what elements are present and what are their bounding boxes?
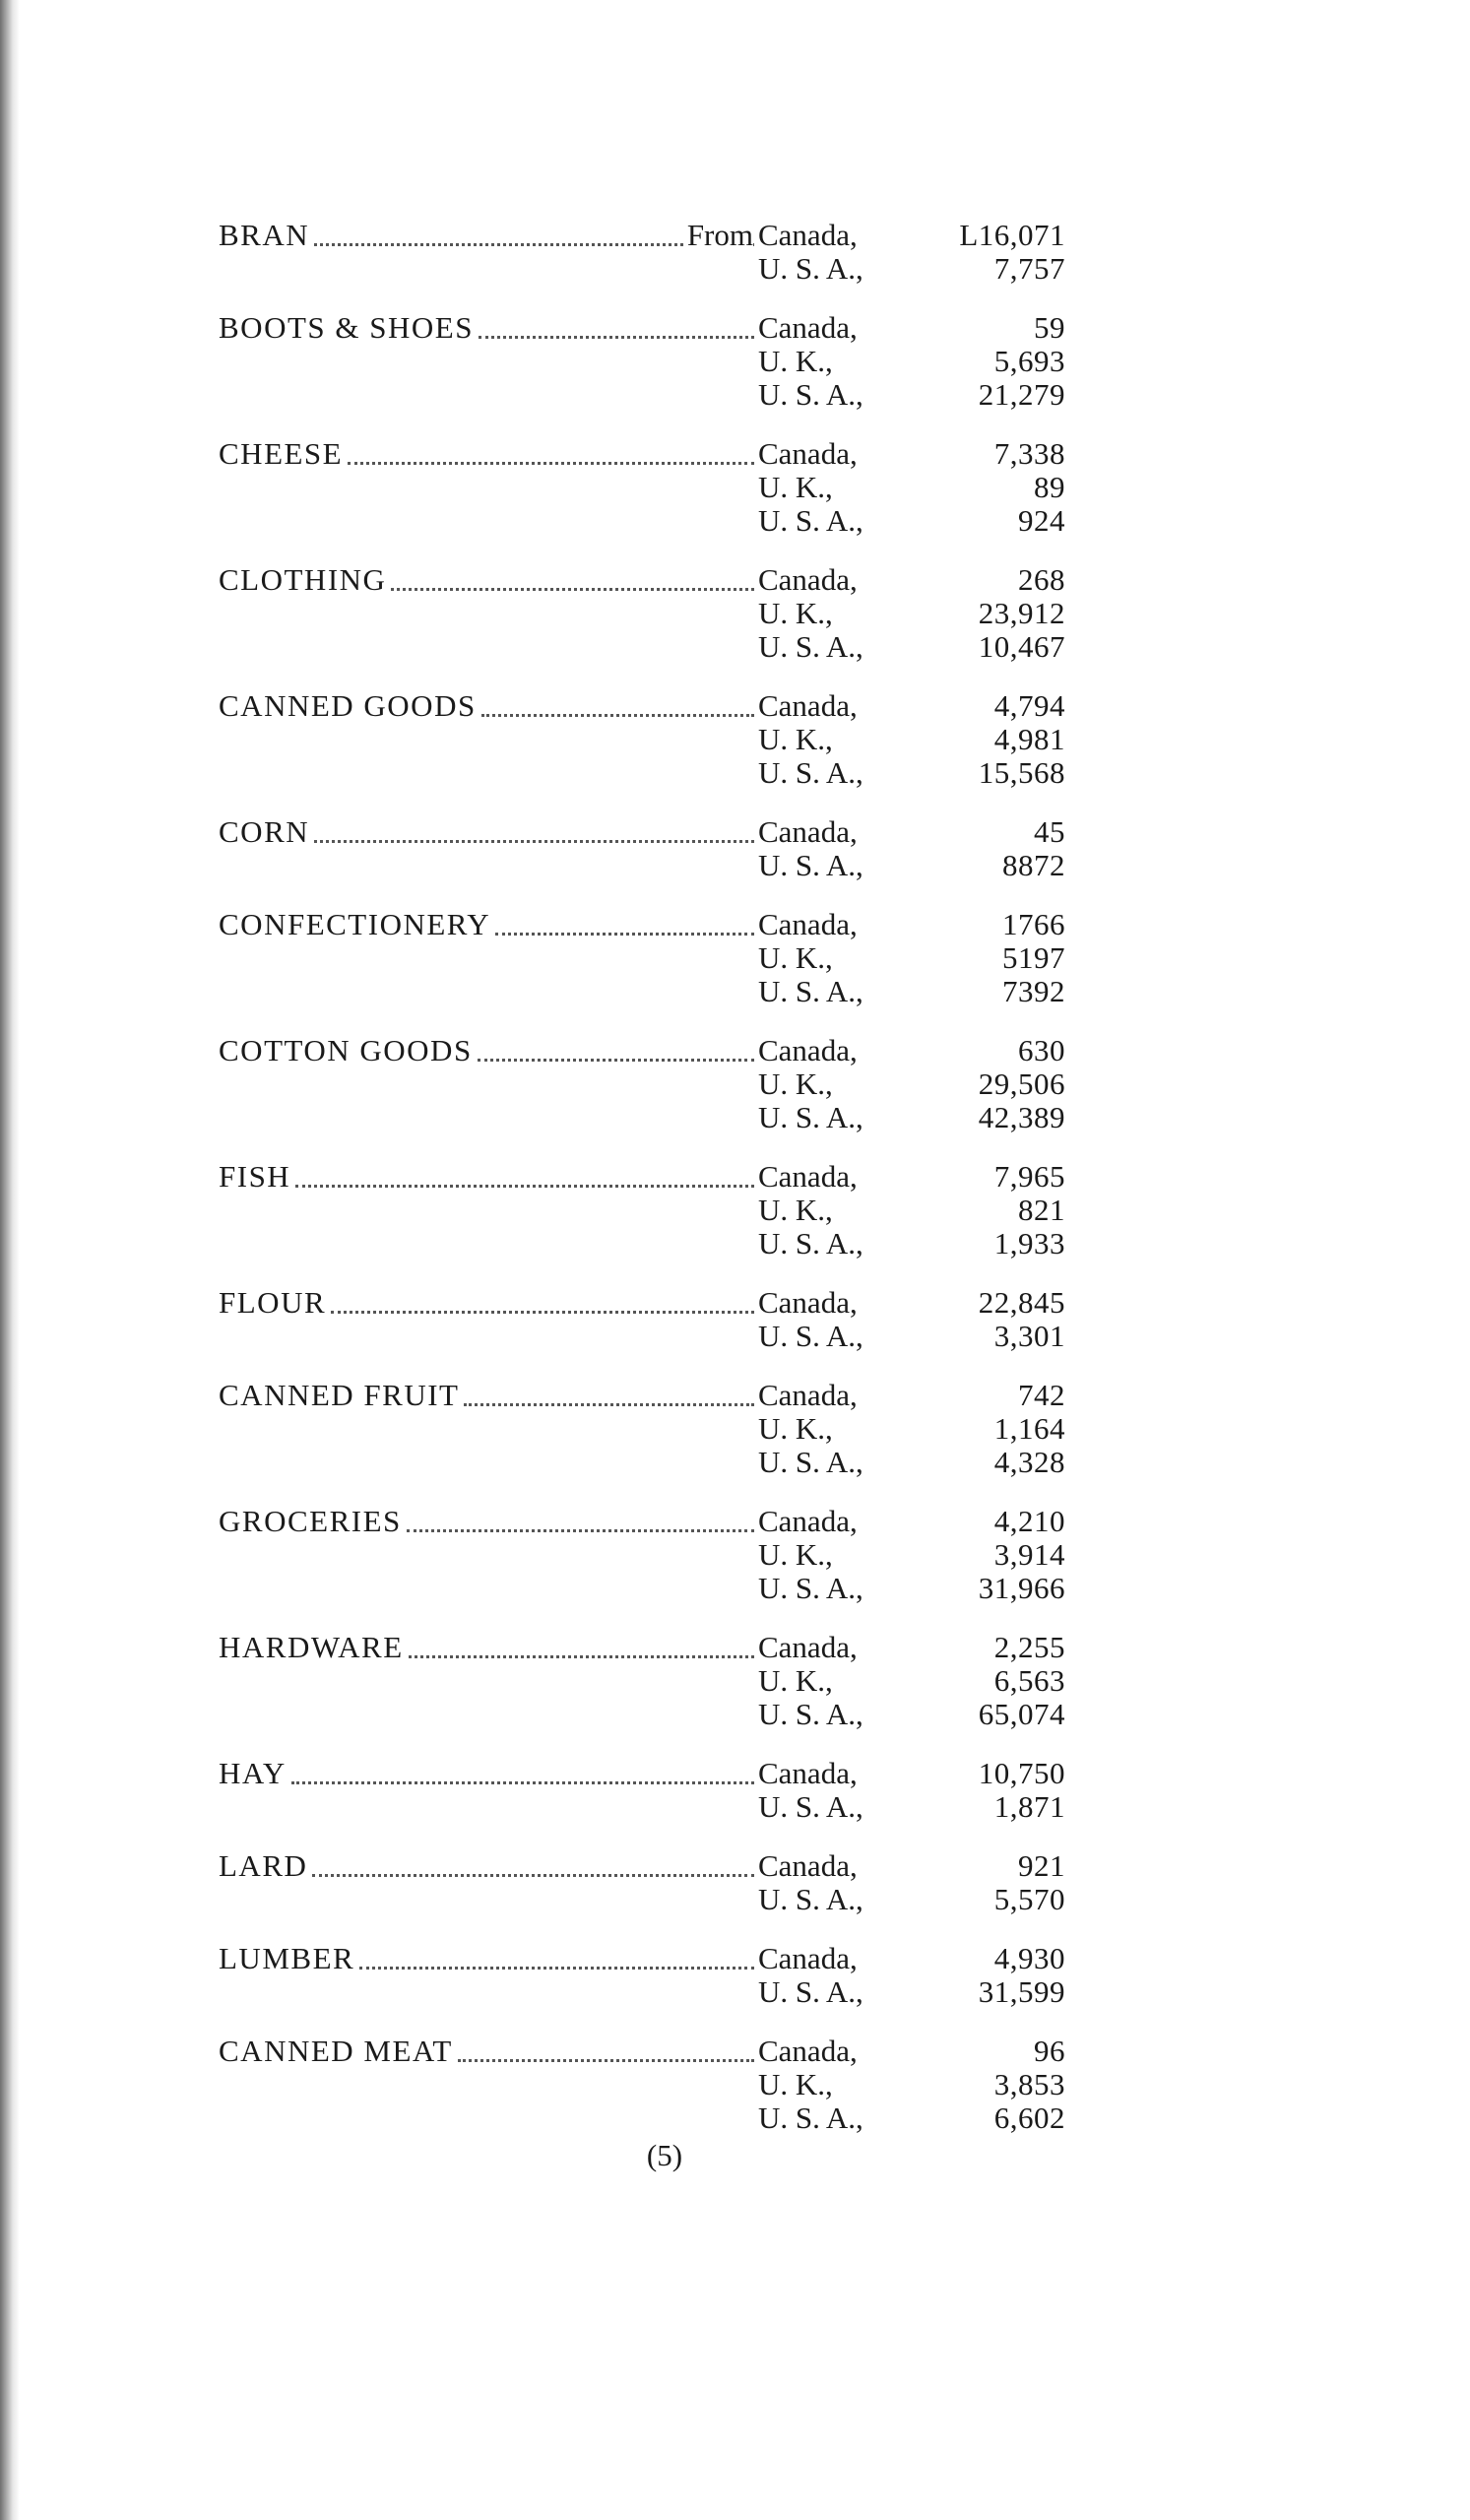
- dot-leader: [391, 557, 754, 591]
- table-row: [219, 1883, 1065, 1916]
- table-row: [219, 471, 1065, 504]
- dot-leader: [312, 1843, 754, 1877]
- table-row: [219, 437, 1065, 471]
- country-label: U. K.,: [758, 1193, 833, 1227]
- import-value: 5,570: [993, 1882, 1065, 1916]
- item-group: [219, 1505, 1065, 1605]
- table-row: [219, 219, 1065, 252]
- import-value: 7,965: [993, 1159, 1065, 1194]
- country-label: U. S. A.,: [758, 1789, 863, 1824]
- country-label: U. S. A.,: [758, 755, 863, 790]
- table-row: [219, 975, 1065, 1008]
- import-value: 7,757: [993, 251, 1065, 286]
- import-value: 821: [1018, 1193, 1065, 1227]
- table-row: [219, 2068, 1065, 2101]
- table-row: [219, 1286, 1065, 1320]
- import-value: 45: [1034, 814, 1065, 849]
- import-value: 4,794: [993, 688, 1065, 723]
- from-label: From: [684, 219, 753, 252]
- country-label: Canada,: [758, 310, 858, 345]
- import-value: 3,914: [993, 1537, 1065, 1572]
- table-row: [219, 941, 1065, 975]
- item-name: CANNED MEAT: [219, 2035, 456, 2068]
- item-name: GROCERIES: [219, 1505, 405, 1538]
- import-value: 921: [1018, 1848, 1065, 1883]
- country-label: U. K.,: [758, 470, 833, 504]
- item-name: HAY: [219, 1757, 289, 1790]
- table-row: [219, 1412, 1065, 1446]
- table-row: [219, 815, 1065, 849]
- table-row: [219, 1942, 1065, 1975]
- import-value: 268: [1018, 562, 1065, 597]
- country-label: U. S. A.,: [758, 1445, 863, 1479]
- country-label: Canada,: [758, 1285, 858, 1320]
- import-value: 7392: [1002, 974, 1065, 1008]
- country-label: U. S. A.,: [758, 1571, 863, 1605]
- country-label: U. S. A.,: [758, 503, 863, 538]
- country-label: Canada,: [758, 1756, 858, 1790]
- import-value: 22,845: [978, 1285, 1065, 1320]
- table-row: [219, 378, 1065, 412]
- country-label: Canada,: [758, 1378, 858, 1412]
- item-group: [219, 437, 1065, 538]
- dot-leader: [314, 809, 754, 843]
- import-value: 42,389: [978, 1100, 1065, 1134]
- item-name: CONFECTIONERY: [219, 908, 493, 941]
- country-label: Canada,: [758, 1504, 858, 1538]
- item-name: CANNED FRUIT: [219, 1379, 462, 1412]
- country-label: Canada,: [758, 1941, 858, 1975]
- dot-leader: [495, 902, 754, 936]
- table-row: [219, 1572, 1065, 1605]
- item-name: LUMBER: [219, 1942, 357, 1975]
- country-label: U. S. A.,: [758, 251, 863, 286]
- dot-leader: [295, 1154, 754, 1188]
- item-name: FISH: [219, 1160, 293, 1194]
- item-group: [219, 908, 1065, 1008]
- table-row: [219, 1194, 1065, 1227]
- country-label: Canada,: [758, 218, 858, 252]
- country-label: Canada,: [758, 907, 858, 941]
- import-value: 31,599: [978, 1974, 1065, 2009]
- table-row: [219, 1160, 1065, 1194]
- item-group: [219, 219, 1065, 286]
- table-row: [219, 1505, 1065, 1538]
- country-label: Canada,: [758, 2034, 858, 2068]
- import-value: 4,981: [993, 722, 1065, 756]
- import-value: 924: [1018, 503, 1065, 538]
- table-row: [219, 908, 1065, 941]
- import-value: 630: [1018, 1033, 1065, 1067]
- item-name: CLOTHING: [219, 563, 389, 597]
- table-row: [219, 1538, 1065, 1572]
- import-value: 89: [1034, 470, 1065, 504]
- table-row: [219, 1849, 1065, 1883]
- table-row: [219, 1975, 1065, 2009]
- country-label: U. K.,: [758, 940, 833, 975]
- country-label: U. S. A.,: [758, 1882, 863, 1916]
- country-label: Canada,: [758, 1033, 858, 1067]
- dot-leader: [407, 1499, 754, 1532]
- country-label: U. S. A.,: [758, 974, 863, 1008]
- country-label: U. K.,: [758, 1066, 833, 1101]
- import-value: 5197: [1002, 940, 1065, 975]
- import-value: 1,871: [993, 1789, 1065, 1824]
- import-value: 59: [1034, 310, 1065, 345]
- import-value: 21,279: [978, 377, 1065, 412]
- dot-leader: [481, 683, 754, 717]
- item-group: [219, 1631, 1065, 1731]
- country-label: U. S. A.,: [758, 629, 863, 664]
- table-row: [219, 2035, 1065, 2068]
- country-label: U. S. A.,: [758, 848, 863, 882]
- item-name: CANNED GOODS: [219, 689, 479, 723]
- item-group: [219, 2035, 1065, 2135]
- table-row: [219, 1790, 1065, 1824]
- country-label: U. K.,: [758, 2067, 833, 2101]
- import-value: L16,071: [959, 218, 1065, 252]
- dot-leader: [348, 431, 754, 465]
- country-label: Canada,: [758, 688, 858, 723]
- country-label: Canada,: [758, 562, 858, 597]
- table-row: [219, 1034, 1065, 1067]
- item-group: [219, 815, 1065, 882]
- item-group: [219, 1757, 1065, 1824]
- import-value: 4,930: [993, 1941, 1065, 1975]
- item-name: HARDWARE: [219, 1631, 407, 1664]
- country-label: U. S. A.,: [758, 1319, 863, 1353]
- import-value: 7,338: [993, 436, 1065, 471]
- country-label: U. S. A.,: [758, 2100, 863, 2135]
- dot-leader: [458, 2029, 754, 2062]
- dot-leader: [291, 1751, 754, 1784]
- country-label: Canada,: [758, 1630, 858, 1664]
- item-name: BOOTS & SHOES: [219, 311, 477, 345]
- country-label: U. S. A.,: [758, 1697, 863, 1731]
- item-group: [219, 1286, 1065, 1353]
- import-value: 4,328: [993, 1445, 1065, 1479]
- item-group: [219, 689, 1065, 790]
- country-label: U. S. A.,: [758, 1100, 863, 1134]
- table-row: [219, 504, 1065, 538]
- table-row: [219, 1320, 1065, 1353]
- item-name: COTTON GOODS: [219, 1034, 476, 1067]
- dot-leader: [409, 1625, 754, 1658]
- country-label: Canada,: [758, 436, 858, 471]
- dot-leader: [331, 1280, 754, 1314]
- import-value: 3,301: [993, 1319, 1065, 1353]
- country-label: U. K.,: [758, 1537, 833, 1572]
- import-value: 6,563: [993, 1663, 1065, 1698]
- country-label: U. K.,: [758, 344, 833, 378]
- table-row: [219, 723, 1065, 756]
- item-group: [219, 1160, 1065, 1260]
- country-label: U. K.,: [758, 1411, 833, 1446]
- table-row: [219, 311, 1065, 345]
- item-group: [219, 1942, 1065, 2009]
- table-row: [219, 1446, 1065, 1479]
- item-name: CHEESE: [219, 437, 346, 471]
- table-row: [219, 563, 1065, 597]
- import-value: 96: [1034, 2034, 1065, 2068]
- item-name: FLOUR: [219, 1286, 329, 1320]
- import-value: 6,602: [993, 2100, 1065, 2135]
- country-label: U. S. A.,: [758, 1226, 863, 1260]
- import-value: 23,912: [978, 596, 1065, 630]
- table-row: [219, 252, 1065, 286]
- country-label: Canada,: [758, 814, 858, 849]
- table-row: [219, 849, 1065, 882]
- import-value: 10,750: [978, 1756, 1065, 1790]
- item-name: BRAN: [219, 219, 312, 252]
- dot-leader: [479, 305, 754, 339]
- dot-leader: [478, 1028, 754, 1062]
- country-label: U. S. A.,: [758, 377, 863, 412]
- table-row: [219, 1631, 1065, 1664]
- country-label: U. S. A.,: [758, 1974, 863, 2009]
- import-value: 29,506: [978, 1066, 1065, 1101]
- table-row: [219, 1067, 1065, 1101]
- import-value: 4,210: [993, 1504, 1065, 1538]
- import-value: 65,074: [978, 1697, 1065, 1731]
- country-label: U. K.,: [758, 1663, 833, 1698]
- table-row: [219, 597, 1065, 630]
- import-value: 15,568: [978, 755, 1065, 790]
- import-value: 5,693: [993, 344, 1065, 378]
- page-number: (5): [646, 2138, 683, 2172]
- country-label: Canada,: [758, 1848, 858, 1883]
- item-name: CORN: [219, 815, 312, 849]
- import-value: 10,467: [978, 629, 1065, 664]
- table-row: [219, 1757, 1065, 1790]
- country-label: U. K.,: [758, 596, 833, 630]
- table-row: [219, 1698, 1065, 1731]
- table-row: [219, 1227, 1065, 1260]
- import-value: 1,164: [993, 1411, 1065, 1446]
- import-value: 3,853: [993, 2067, 1065, 2101]
- dot-leader: [359, 1936, 754, 1970]
- country-label: Canada,: [758, 1159, 858, 1194]
- import-value: 1766: [1002, 907, 1065, 941]
- import-value: 742: [1018, 1378, 1065, 1412]
- table-row: [219, 2101, 1065, 2135]
- import-table: [219, 219, 1065, 2161]
- import-value: 8872: [1002, 848, 1065, 882]
- item-name: LARD: [219, 1849, 310, 1883]
- table-row: [219, 345, 1065, 378]
- table-row: [219, 1664, 1065, 1698]
- country-label: U. K.,: [758, 722, 833, 756]
- table-row: [219, 689, 1065, 723]
- item-group: [219, 1034, 1065, 1134]
- item-group: [219, 563, 1065, 664]
- table-row: [219, 756, 1065, 790]
- item-group: [219, 1379, 1065, 1479]
- table-row: [219, 1101, 1065, 1134]
- item-group: [219, 311, 1065, 412]
- table-row: [219, 1379, 1065, 1412]
- table-row: [219, 630, 1065, 664]
- import-value: 1,933: [993, 1226, 1065, 1260]
- import-value: 2,255: [993, 1630, 1065, 1664]
- import-value: 31,966: [978, 1571, 1065, 1605]
- dot-leader: [464, 1373, 754, 1406]
- item-group: [219, 1849, 1065, 1916]
